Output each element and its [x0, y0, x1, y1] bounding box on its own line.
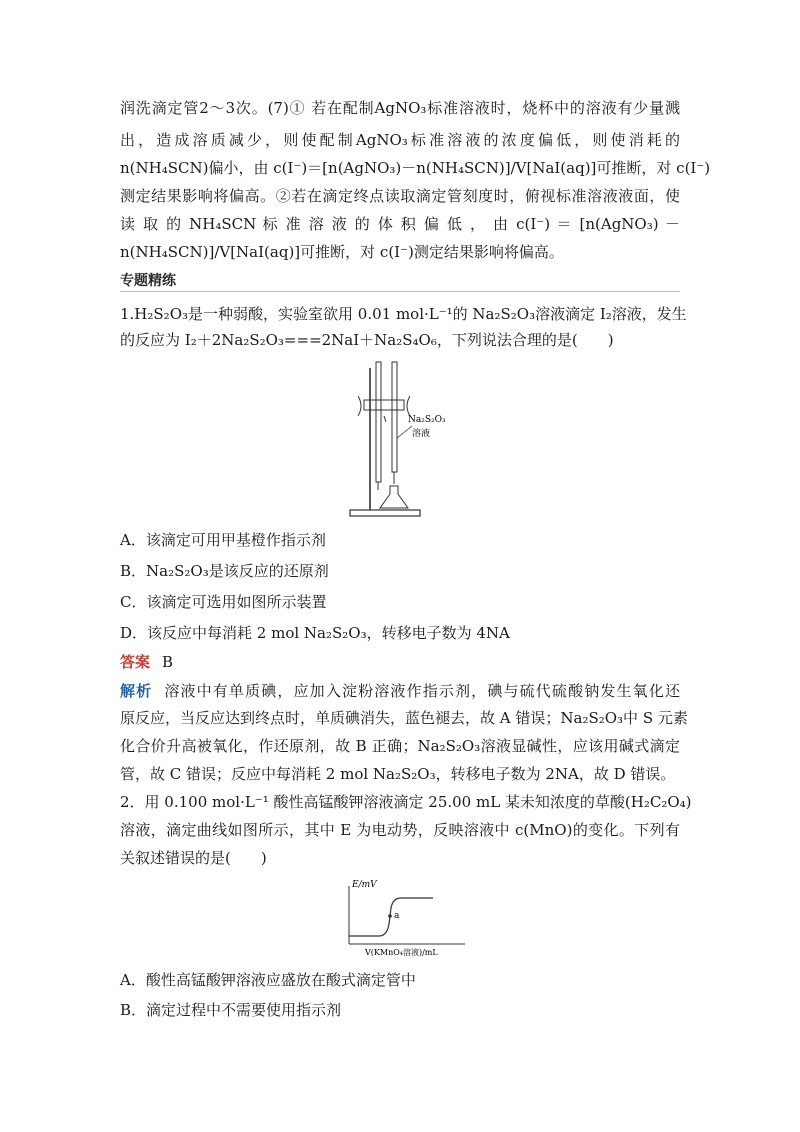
q1-answer-row: [120, 652, 173, 672]
point-a-label: a: [394, 911, 400, 921]
answer-label: 答案: [120, 653, 151, 671]
q2-stem-line-1: 2．用 0.100 mol·L⁻¹ 酸性高锰酸钾溶液滴定 25.00 mL 某未知浓度的草酸(H₂C₂O₄): [120, 793, 692, 811]
section-divider: [120, 291, 680, 292]
fig-label-reagent: Na₂S₂O₃: [408, 415, 446, 425]
section-title: 专题精练: [120, 273, 176, 289]
analysis-text-1: 溶液中有单质碘，应加入淀粉溶液作指示剂，碘与硫代硫酸钠发生氧化还: [164, 682, 680, 700]
q1-option-b: B．Na₂S₂O₃是该反应的还原剂: [120, 562, 329, 580]
y-axis-label: E/mV: [352, 880, 377, 890]
intro-line-4: 测定结果影响将偏高。②若在滴定终点读取滴定管刻度时，俯视标准溶液液面，使: [120, 187, 680, 205]
titration-curve-chart: [335, 878, 475, 958]
fig-label-solution: 溶液: [412, 429, 431, 439]
analysis-label: 解析: [120, 682, 153, 700]
titration-apparatus-figure: [340, 360, 460, 520]
q1-analysis-line-1: [120, 681, 680, 701]
answer-value: B: [162, 653, 174, 671]
q2-stem-line-3: 关叙述错误的是( ): [120, 849, 267, 867]
q2-option-b: B．滴定过程中不需要使用指示剂: [120, 1001, 342, 1019]
q1-analysis-line-3: 化合价升高被氧化，作还原剂，故 B 正确；Na₂S₂O₃溶液显碱性，应该用碱式滴定: [120, 737, 680, 755]
q1-stem-line-2: 的反应为 I₂＋2Na₂S₂O₃===2NaI＋Na₂S₄O₆，下列说法合理的是( ): [120, 331, 614, 349]
q1-stem-line-1: 1.H₂S₂O₃是一种弱酸，实验室欲用 0.01 mol·L⁻¹的 Na₂S₂O₃溶液滴定 I₂溶液，发生: [120, 305, 687, 323]
intro-line-5: 读 取 的 NH₄SCN 标 准 溶 液 的 体 积 偏 低 ， 由 c(I⁻) ＝ [n(AgNO₃) －: [120, 215, 680, 233]
q1-analysis-line-2: 原反应，当反应达到终点时，单质碘消失，蓝色褪去，故 A 错误；Na₂S₂O₃中 S 元素: [120, 709, 688, 727]
q2-stem-line-2: 溶液，滴定曲线如图所示，其中 E 为电动势，反映溶液中 c(MnO)的变化。下列有: [120, 821, 680, 839]
intro-line-3: n(NH₄SCN)偏小，由 c(I⁻)＝[n(AgNO₃)－n(NH₄SCN)]/V[NaI(aq)]可推断，对 c(I⁻): [120, 159, 711, 177]
intro-line-6: n(NH₄SCN)]/V[NaI(aq)]可推断，对 c(I⁻)测定结果影响将偏高。: [120, 243, 564, 261]
q1-option-a: A．该滴定可用甲基橙作指示剂: [120, 531, 326, 549]
intro-line-2: 出，造成溶质减少，则使配制AgNO₃标准溶液的浓度偏低，则使消耗的: [120, 131, 680, 149]
q2-option-a: A．酸性高锰酸钾溶液应盛放在酸式滴定管中: [120, 971, 416, 989]
q1-analysis-line-4: 管，故 C 错误；反应中每消耗 2 mol Na₂S₂O₃，转移电子数为 2NA，故 D 错误。: [120, 765, 676, 783]
intro-line-1: 润洗滴定管2～3次。(7)① 若在配制AgNO₃标准溶液时，烧杯中的溶液有少量溅: [120, 99, 680, 117]
section-header: [120, 270, 680, 292]
q1-option-c: C．该滴定可选用如图所示装置: [120, 593, 327, 611]
x-axis-label: V(KMnO₄溶液)/mL: [365, 948, 438, 957]
q1-option-d: D．该反应中每消耗 2 mol Na₂S₂O₃，转移电子数为 4NA: [120, 624, 510, 642]
point-a-marker: [388, 914, 392, 918]
